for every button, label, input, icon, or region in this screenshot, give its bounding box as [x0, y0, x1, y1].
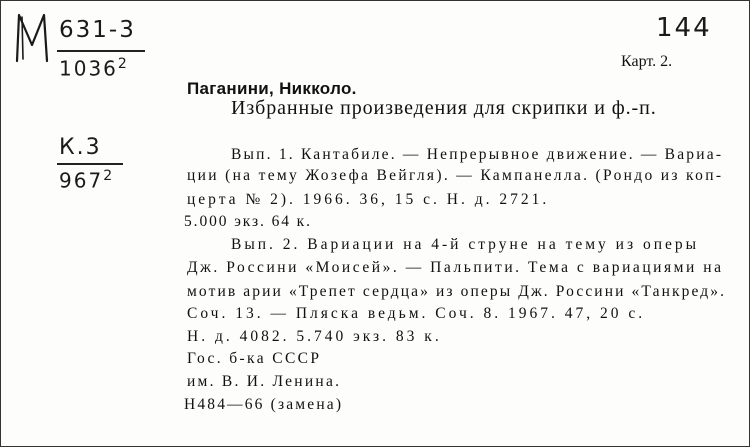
shelf-mark-bottom-rule	[57, 163, 123, 165]
card-text-line: Соч. 13. — Пляска ведьм. Соч. 8. 1967. 47, 20 с.	[187, 305, 646, 322]
card-text-line: Гос. б-ка СССР	[187, 350, 322, 367]
card-text-line: Вып. 1. Кантабиле. — Непрерывное движение. — Вариа-	[231, 146, 724, 163]
author-heading: Паганини, Никколо.	[187, 79, 357, 98]
card-text-line: им. В. И. Ленина.	[187, 373, 342, 390]
shelf-mark-top-sub	[59, 56, 129, 81]
shelf-mark-top: 631-3	[59, 17, 136, 43]
shelf-mark-top-sup: 2	[117, 56, 129, 72]
shelf-mark-bottom-sub-number: 967	[59, 168, 104, 193]
card-text-line: церта № 2). 1966. 36, 15 с. Н. д. 2721.	[187, 191, 550, 208]
work-title: Избранные произведения для скрипки и ф.-п.	[231, 97, 657, 119]
card-text-line: Н484—66 (замена)	[184, 396, 344, 413]
card-number: Карт. 2.	[621, 53, 673, 70]
card-text-line: Вып. 2. Вариации на 4-й струне на тему из оперы	[231, 236, 700, 253]
shelf-mark-top-sub-number: 1036	[59, 56, 118, 81]
card-text-line: Дж. Россини «Моисей». — Пальпити. Тема с вариациями на	[187, 259, 724, 276]
shelf-mark-bottom-sub	[59, 168, 114, 193]
card-text-line: Н. д. 4082. 5.740 экз. 83 к.	[187, 328, 442, 345]
shelf-mark-bottom-sup: 2	[103, 168, 115, 184]
handwritten-m-mark	[13, 11, 53, 63]
handwritten-corner-number: 144	[656, 13, 712, 43]
card-text-line: 5.000 экз. 64 к.	[184, 213, 312, 230]
card-text-line: ции (на тему Жозефа Вейгля). — Кампанелла. (Рондо из коп-	[187, 167, 724, 184]
card-text-line: мотив арии «Трепет сердца» из оперы Дж. Россини «Танкред».	[187, 283, 727, 300]
shelf-mark-bottom: К.3	[59, 135, 102, 160]
shelf-mark-top-rule	[57, 50, 145, 52]
